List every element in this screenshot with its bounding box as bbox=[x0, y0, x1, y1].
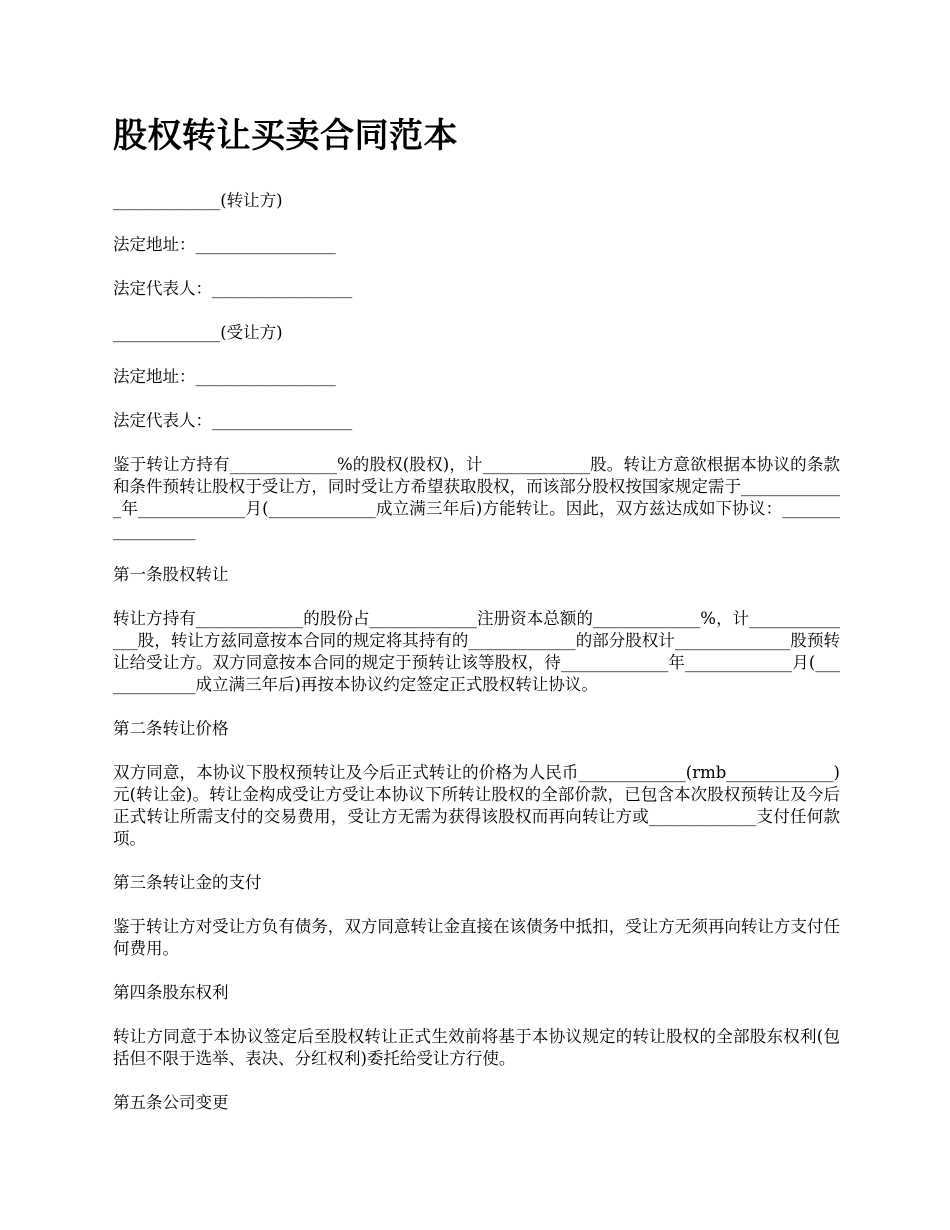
transferor-address: 法定地址：_________________ bbox=[113, 235, 336, 254]
article-1-heading: 第一条股权转让 bbox=[113, 565, 229, 584]
article-5-heading: 第五条公司变更 bbox=[113, 1093, 229, 1112]
article-4-heading: 第四条股东权利 bbox=[113, 983, 229, 1002]
transferor-line: _____________(转让方) bbox=[113, 191, 283, 210]
article-1-body: 转让方持有_____________的股份占_____________注册资本总额的_____________%，计______________股，转让方兹同意按本合同的规定将其持有的_____________的部分股权计______________股预转让给受让方。双方同意按本合同的规定于预转让该等股权，待_____________年_____________月(_____________成立满三年后)再按本协议约定签定正式股权转让协议。 bbox=[113, 609, 840, 694]
transferee-representative: 法定代表人：_________________ bbox=[113, 411, 353, 430]
article-4-body: 转让方同意于本协议签定后至股权转让正式生效前将基于本协议规定的转让股权的全部股东权利(包括但不限于选举、表决、分红权利)委托给受让方行使。 bbox=[113, 1027, 840, 1068]
transferor-representative: 法定代表人：_________________ bbox=[113, 279, 353, 298]
preamble-paragraph: 鉴于转让方持有_____________%的股权(股权)，计_____________股。转让方意欲根据本协议的条款和条件预转让股权于受让方，同时受让方希望获取股权，而该部分股权按国家规定需于_____________年_____________月(_____________成立满三年后)方能转让。因此，双方兹达成如下协议：_________________ bbox=[113, 455, 840, 540]
transferee-address: 法定地址：_________________ bbox=[113, 367, 336, 386]
article-3-body: 鉴于转让方对受让方负有债务，双方同意转让金直接在该债务中抵扣，受让方无须再向转让方支付任何费用。 bbox=[113, 917, 840, 958]
article-2-heading: 第二条转让价格 bbox=[113, 719, 229, 738]
article-3-heading: 第三条转让金的支付 bbox=[113, 873, 262, 892]
document-page bbox=[113, 108, 840, 1136]
transferee-line: _____________(受让方) bbox=[113, 323, 283, 342]
document-title: 股权转让买卖合同范本 bbox=[113, 116, 458, 156]
article-2-body: 双方同意，本协议下股权预转让及今后正式转让的价格为人民币_____________(rmb_____________)元(转让金)。转让金构成受让方受让本协议下所转让股权的全部价款，已包含本次股权预转让及今后正式转让所需支付的交易费用，受让方无需为获得该股权而再向转让方或_____________支付任何款项。 bbox=[113, 763, 840, 848]
